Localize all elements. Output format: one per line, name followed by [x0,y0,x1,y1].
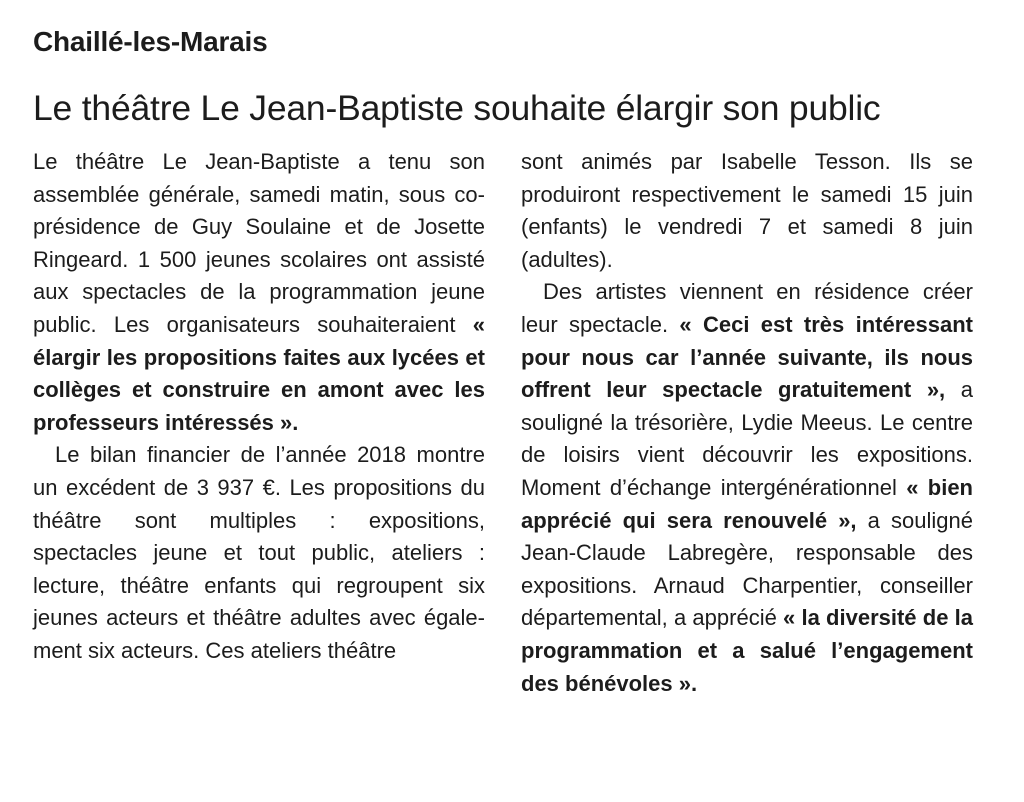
paragraph-text: a souligné la trésorière, Lydie Meeus. Le centre de loisirs vient découvrir les expositions. Moment d’échange intergénérationnel [521,377,973,500]
quote-organizers: « élargir les propositions faites aux lycées et collèges et construire en amont avec les professeurs intéressés ». [33,311,485,435]
paragraph-workshops: sont animés par Isabelle Tesson. Ils se produiront respectivement le samedi 15 juin (enfants) le vendredi 7 et samedi 8 juin (adultes). [521,149,973,272]
paragraph-text: Le théâtre Le Jean-Baptiste a tenu son assemblée générale, samedi matin, sous co-présidence de Guy Soulaine et de Josette Ringeard. 1 500 jeunes scolaires ont assisté aux spectacles de la programmation jeune public. Les organisateurs souhaiteraient [33,149,485,337]
quote-treasurer: « Ceci est très intéressant pour nous car l’année suivante, ils nous offrent leur spectacle gratuitement », [521,311,973,403]
paragraph-text: a souligné Jean-Claude Labregère, responsable des expositions. Arnaud Charpentier, conseiller départemental, a apprécié [521,507,973,631]
quote-councillor: « la diversité de la programmation et a salué l’engagement des bénévoles ». [521,605,973,696]
quote-exchange: « bien apprécié qui sera renouvelé », [521,474,973,533]
paragraph-financial: Le bilan financier de l’année 2018 montre un excédent de 3 937 €. Les propositions du théâtre sont multiples : expositions, spectacles jeune et tout public, ateliers : lecture, théâtre enfants qui regroupent six jeunes acteurs et théâtre adultes avec également six acteurs. Ces ateliers théâtre [33,442,485,663]
paragraph-residency [521,276,973,700]
location-kicker: Chaillé-les-Marais [33,26,268,57]
paragraph-assembly [33,146,485,439]
article-column-left [33,146,485,668]
paragraph-text: Des artistes viennent en résidence créer leur spectacle. [521,279,973,337]
article-column-right [521,146,973,700]
article-headline: Le théâtre Le Jean-Baptiste souhaite élargir son public [33,88,881,128]
